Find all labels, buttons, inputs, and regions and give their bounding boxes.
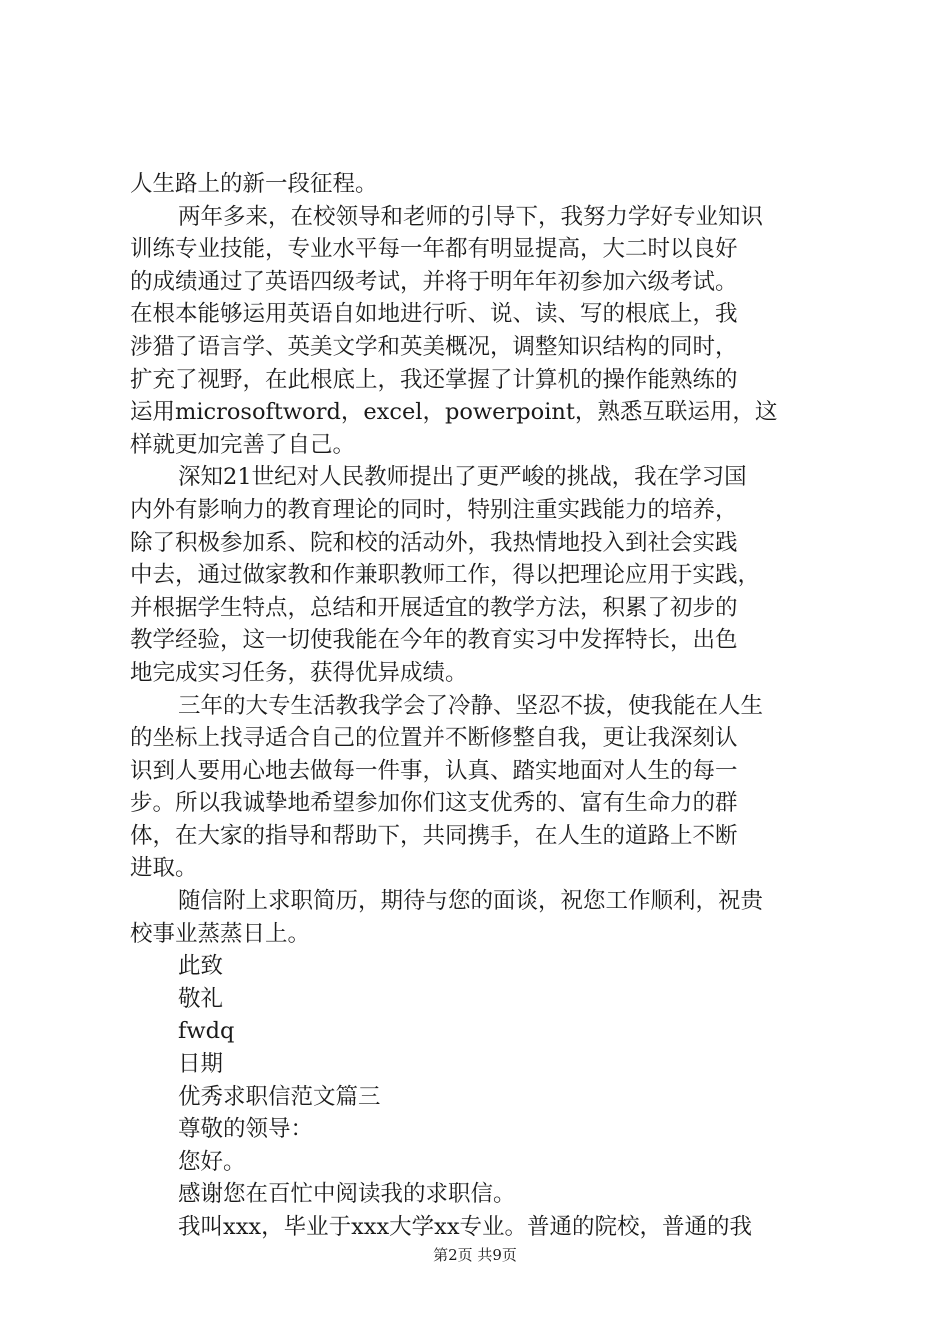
text-line: 校事业蒸蒸日上。 [130,920,311,947]
text-line: 敬礼 [178,985,224,1012]
text-line: 内外有影响力的教育理论的同时，特别注重实践能力的培养， [130,496,738,523]
text-line: 深知21世纪对人民教师提出了更严峻的挑战，我在学习国 [178,464,747,491]
text-line: 地完成实习任务，获得优异成绩。 [130,659,468,686]
text-line: 的坐标上找寻适合自己的位置并不断修整自我，更让我深刻认 [130,725,738,752]
text-line: 随信附上求职简历，期待与您的面谈，祝您工作顺利，祝贵 [178,888,764,915]
text-line: 的成绩通过了英语四级考试，并将于明年年初参加六级考试。 [130,268,738,295]
text-line: 此致 [178,953,224,980]
text-line: 人生路上的新一段征程。 [130,171,378,197]
text-line: 涉猎了语言学、英美文学和英美概况，调整知识结构的同时， [130,333,738,360]
text-line: 我叫xxx，毕业于xxx大学xx专业。普通的院校，普通的我 [178,1214,753,1240]
text-line: 三年的大专生活教我学会了冷静、坚忍不拔，使我能在人生 [178,692,764,719]
text-line: 体，在大家的指导和帮助下，共同携手，在人生的道路上不断 [130,822,738,849]
text-line: 感谢您在百忙中阅读我的求职信。 [178,1181,516,1208]
text-line: 样就更加完善了自己。 [130,431,356,458]
text-line: 您好。 [178,1148,246,1175]
text-line: 优秀求职信范文篇三 [178,1083,381,1110]
page-number-footer: 第2页 共9页 [433,1246,517,1264]
text-line: 步。所以我诚挚地希望参加你们这支优秀的、富有生命力的群 [130,790,738,817]
text-line: 两年多来，在校领导和老师的引导下，我努力学好专业知识 [178,203,764,230]
text-line: 扩充了视野，在此根底上，我还掌握了计算机的操作能熟练的 [130,366,738,393]
text-line: 教学经验，这一切使我能在今年的教育实习中发挥特长，出色 [130,627,738,654]
text-line: 识到人要用心地去做每一件事，认真、踏实地面对人生的每一 [130,757,738,784]
text-line: 中去，通过做家教和作兼职教师工作，得以把理论应用于实践， [130,562,761,589]
text-line: 日期 [178,1051,224,1078]
text-line: 除了积极参加系、院和校的活动外，我热情地投入到社会实践 [130,529,738,556]
text-line: 在根本能够运用英语自如地进行听、说、读、写的根底上，我 [130,301,738,328]
text-line: 进取。 [130,855,198,882]
document-body [130,168,830,1244]
text-line: 训练专业技能，专业水平每一年都有明显提高，大二时以良好 [130,236,738,263]
text-line: 尊敬的领导： [178,1116,314,1143]
text-line: fwdq [178,1018,235,1045]
text-line: 运用microsoftword，excel，powerpoint，熟悉互联运用，这 [130,399,778,426]
text-line: 并根据学生特点，总结和开展适宜的教学方法，积累了初步的 [130,594,738,621]
